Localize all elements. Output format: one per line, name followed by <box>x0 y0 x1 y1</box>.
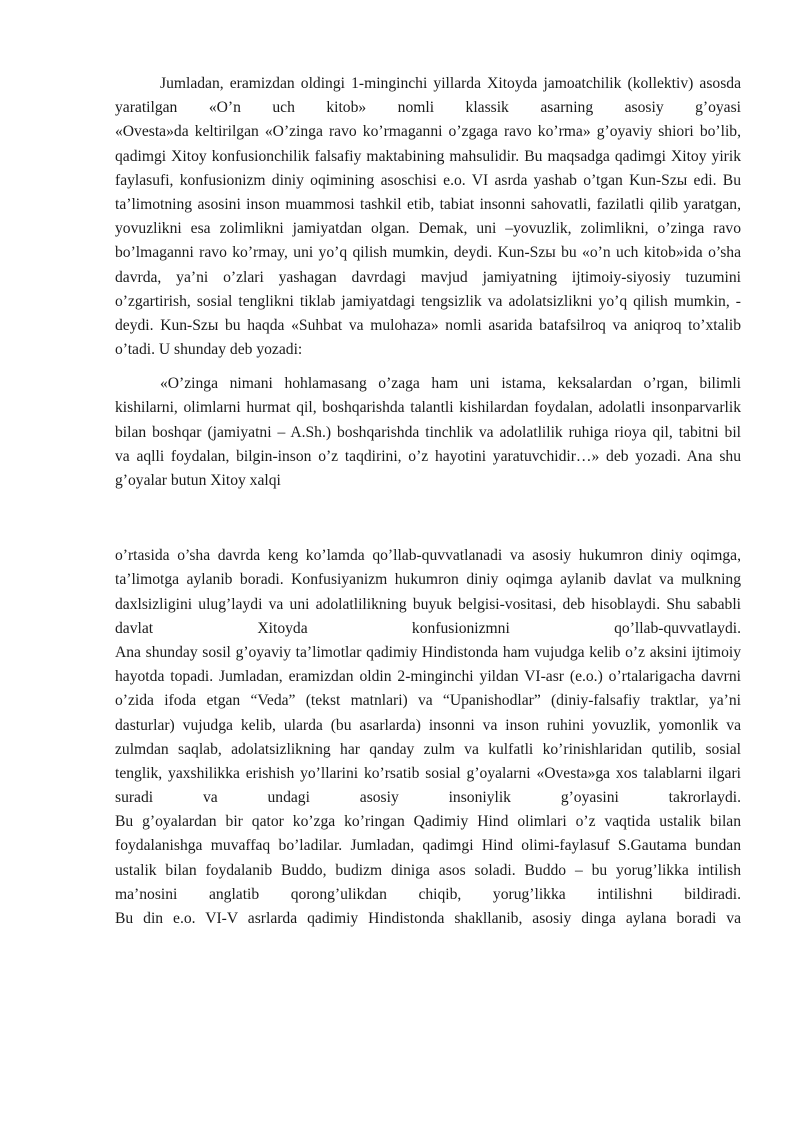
text-line: davrda, ya’ni o’zlari yashagan davrdagi mavjud jamiyatning ijtimoiy-siyosiy tuzumini <box>115 268 741 286</box>
text-line: «Ovesta»da keltirilgan «O’zinga ravo ko’rmaganni o’zgaga ravo ko’rma» g’oyaviy shiori bo’lib, <box>115 123 741 141</box>
quote-line: va aqlli foydalan, bilgin-inson o’z taqdirini, o’z hayotini yaratuvchidir…» deb yozadi. Ana shu <box>115 447 741 465</box>
text-line: davlat Xitoyda konfusionizmni qo’llab-quvvatlaydi. <box>115 619 741 637</box>
text-line: ma’nosini anglatib qorong’ulikdan chiqib, yorug’likka intilishni bildiradi. <box>115 885 741 903</box>
text-line: Bu din e.o. VI-V asrlarda qadimiy Hindistonda shakllanib, asosiy dinga aylana boradi va <box>115 910 741 927</box>
text-line: deydi. Kun-Szы bu haqda «Suhbat va mulohaza» nomli asarida batafsilroq va aniqroq to’xtalib <box>115 316 741 334</box>
text-line: Ana shunday sosil g’oyaviy ta’limotlar qadimiy Hindistonda ham vujudga kelib o’z aksini ijtimoiy <box>115 643 741 661</box>
quote-line: bilan boshqar (jamiyatni – A.Sh.) boshqarishda tinchlik va adolatlilik ruhiga rioya qil, tabitni bil <box>115 423 741 441</box>
text-line: ta’limotning asosini inson muammosi tashkil etib, tabiat insonni sahovatli, fazilatli qilib yaratgan, <box>115 195 741 213</box>
text-line: ustalik bilan foydalanib Buddo, budizm diniga asos soladi. Buddo – bu yorug’likka intilish <box>115 861 741 879</box>
text-line: o’tadi. U shunday deb yozadi: <box>115 341 303 359</box>
text-line: o’rtasida o’sha davrda keng ko’lamda qo’llab-quvvatlanadi va asosiy hukumron diniy oqimga, <box>115 547 741 565</box>
text-line: yaratilgan «O’n uch kitob» nomli klassik asarning asosiy g’oyasi <box>115 99 741 117</box>
text-line: o’zida ifoda etgan “Veda” (tekst matnlari) va “Upanishodlar” (diniy-falsafiy traktlar, ya’ni <box>115 692 741 710</box>
text-line: Bu g’oyalardan bir qator ko’zga ko’ringan Qadimiy Hind olimlari o’z vaqtida ustalik bilan <box>115 813 741 831</box>
text-line: o’zgartirish, sosial tenglikni tiklab jamiyatdagi tengsizlik va adolatsizlikni yo’q qilish mumkin, - <box>115 292 741 310</box>
text-line: faylasufi, konfusionizm diniy oqimining asoschisi e.o. VI asrda yashab o’tgan Kun-Szы edi. Bu <box>115 171 741 189</box>
paragraph-kun-szy <box>115 72 741 931</box>
text-line: hayotda topadi. Jumladan, eramizdan oldin 2-minginchi yildan VI-asr (e.o.) o’rtalarigacha davrni <box>115 668 741 686</box>
text-line: zulmdan saqlab, adolatsizlikning har qanday zulm va kulfatli ko’rinishlaridan qutilib, sosial <box>115 740 741 758</box>
text-line: suradi va undagi asosiy insoniylik g’oyasini takrorlaydi. <box>115 789 741 807</box>
text-line: foydalanishga muvaffaq bo’ladilar. Jumladan, qadimgi Hind olimi-faylasuf S.Gautama bundan <box>115 837 741 855</box>
quote-line: «O’zinga nimani hohlamasang o’zaga ham uni istama, keksalardan o’rgan, bilimli <box>160 375 741 393</box>
text-line: yovuzlikni esa zolimlikni jamiyatdan olgan. Demak, uni –yovuzlik, zolimlikni, o’zinga ravo <box>115 220 741 238</box>
quote-line: g’oyalar butun Xitoy xalqi <box>115 472 281 489</box>
text-line: bo’lmaganni ravo ko’rmay, uni yo’q qilish mumkin, deydi. Kun-Szы bu «o’n uch kitob»ida o’sha <box>115 244 741 262</box>
text-line: ta’limotga aylanib boradi. Konfusiyanizm hukumron diniy oqimga aylanib davlat va mulkning <box>115 571 741 589</box>
text-line: dasturlar) vujudga kelib, ularda (bu asarlarda) insonni va inson ruhini yovuzlik, yomonlik va <box>115 716 741 734</box>
text-line: qadimgi Xitoy konfusionchilik falsafiy maktabining mahsulidir. Bu maqsadga qadimgi Xitoy yirik <box>115 147 741 165</box>
text-line: daxlsizligini ulug’laydi va uni adolatlilikning buyuk belgisi-vositasi, deb hisoblaydi. Shu sababli <box>115 595 741 613</box>
text-line: Jumladan, eramizdan oldingi 1-minginchi yillarda Xitoyda jamoatchilik (kollektiv) asosda <box>160 75 741 92</box>
text-line: tenglik, yaxshilikka erishish yo’llarini ko’rsatib sosial g’oyalarni «Ovesta»ga xos talablarni ilgari <box>115 764 741 782</box>
quote-line: kishilarni, olimlarni hurmat qil, boshqarishda talantli kishilardan foydalan, adolatli insonparvarlik <box>115 399 741 417</box>
